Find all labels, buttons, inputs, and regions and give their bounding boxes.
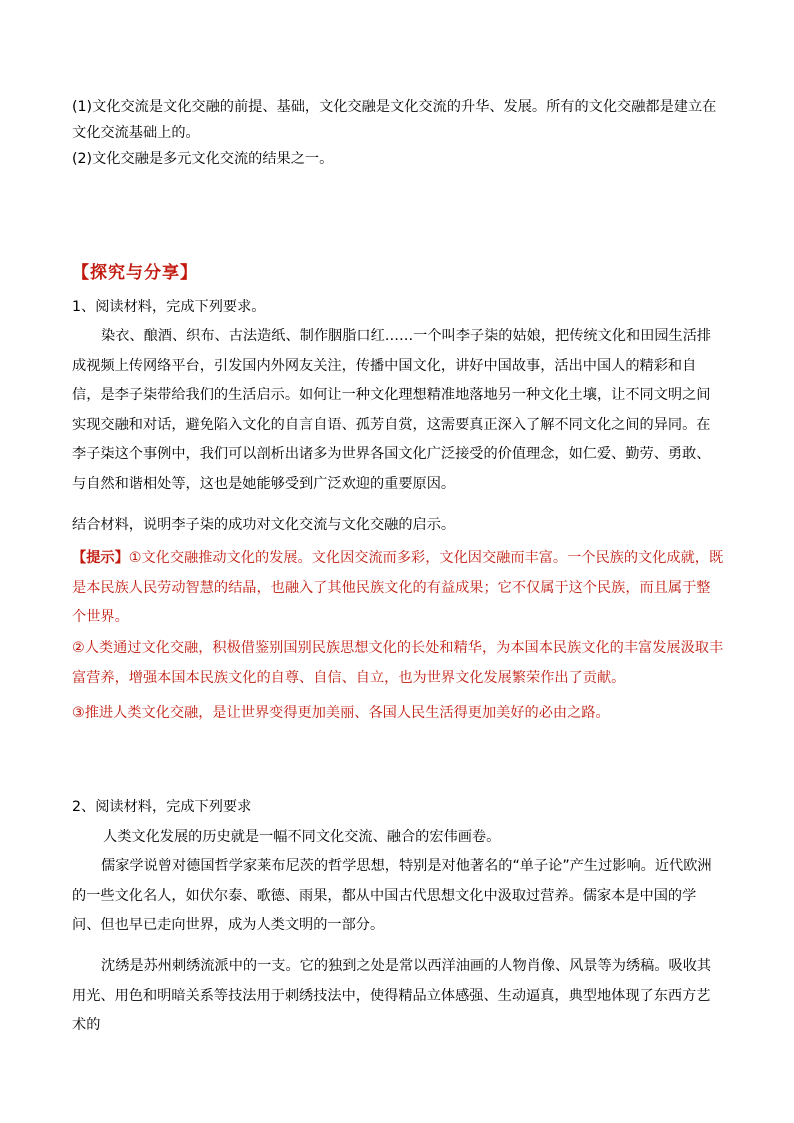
hint-label: 【提示】: [72, 550, 129, 566]
question-2-paragraph-2: 沈绣是苏州刺绣流派中的一支。它的独到之处是常以西洋油画的人物肖像、风景等为绣稿。吸收其用光、用色和明暗关系等技法用于刺绣技法中，使得精品立体感强、生动逼真，典型地体现了东西方艺术的: [72, 958, 712, 1033]
section-heading: 【探究与分享】: [72, 263, 198, 283]
question-1-prompt: 1、阅读材料，完成下列要求。: [72, 299, 266, 315]
question-1-task: 结合材料，说明李子柒的成功对文化交流与文化交融的启示。: [72, 517, 456, 533]
hint-3: ③推进人类文化交融，是让世界变得更加美丽、各国人民生活得更加美好的必由之路。: [72, 705, 610, 721]
hint-1: [72, 544, 724, 633]
conclusion-1: (1)文化交流是文化交融的前提、基础，文化交融是文化交流的升华、发展。所有的文化交融都是建立在文化交流基础上的。: [72, 99, 717, 141]
question-2-paragraph-1: 儒家学说曾对德国哲学家莱布尼茨的哲学思想，特别是对他著名的“单子论”产生过影响。近代欧洲的一些文化名人，如伏尔泰、歌德、雨果，都从中国古代思想文化中汲取过营养。儒家本是中国的学问、但也早已走向世界，成为人类文明的一部分。: [72, 858, 712, 933]
question-1-material: 染衣、酿酒、织布、古法造纸、制作胭脂口红……一个叫李子柒的姑娘，把传统文化和田园生活排成视频上传网络平台，引发国内外网友关注，传播中国文化，讲好中国故事，活出中国人的精彩和自信，是李子柒带给我们的生活启示。如何让一种文化理想精准地落地另一种文化土壤，让不同文明之间实现交融和对话，避免陷入文化的自言自语、孤芳自赏，这需要真正深入了解不同文化之间的异同。在李子柒这个事例中，我们可以剖析出诸多为世界各国文化广泛接受的价值理念，如仁爱、勤劳、勇敢、与自然和谐相处等，这也是她能够受到广泛欢迎的重要原因。: [72, 328, 712, 492]
question-2-prompt: 2、阅读材料，完成下列要求: [72, 799, 252, 815]
hint-2: ②人类通过文化交融，积极借鉴别国别民族思想文化的长处和精华，为本国本民族文化的丰富发展汲取丰富营养，增强本国本民族文化的自尊、自信、自立，也为世界文化发展繁荣作出了贡献。: [72, 640, 724, 686]
hint-1-text: ①文化交融推动文化的发展。文化因交流而多彩，文化因交融而丰富。一个民族的文化成就，既是本民族人民劳动智慧的结晶，也融入了其他民族文化的有益成果；它不仅属于这个民族，而且属于整个世界。: [72, 550, 724, 625]
conclusion-2: (2)文化交融是多元文化交流的结果之一。: [72, 151, 334, 167]
question-2-lead: 人类文化发展的历史就是一幅不同文化交流、融合的宏伟画卷。: [103, 829, 501, 845]
